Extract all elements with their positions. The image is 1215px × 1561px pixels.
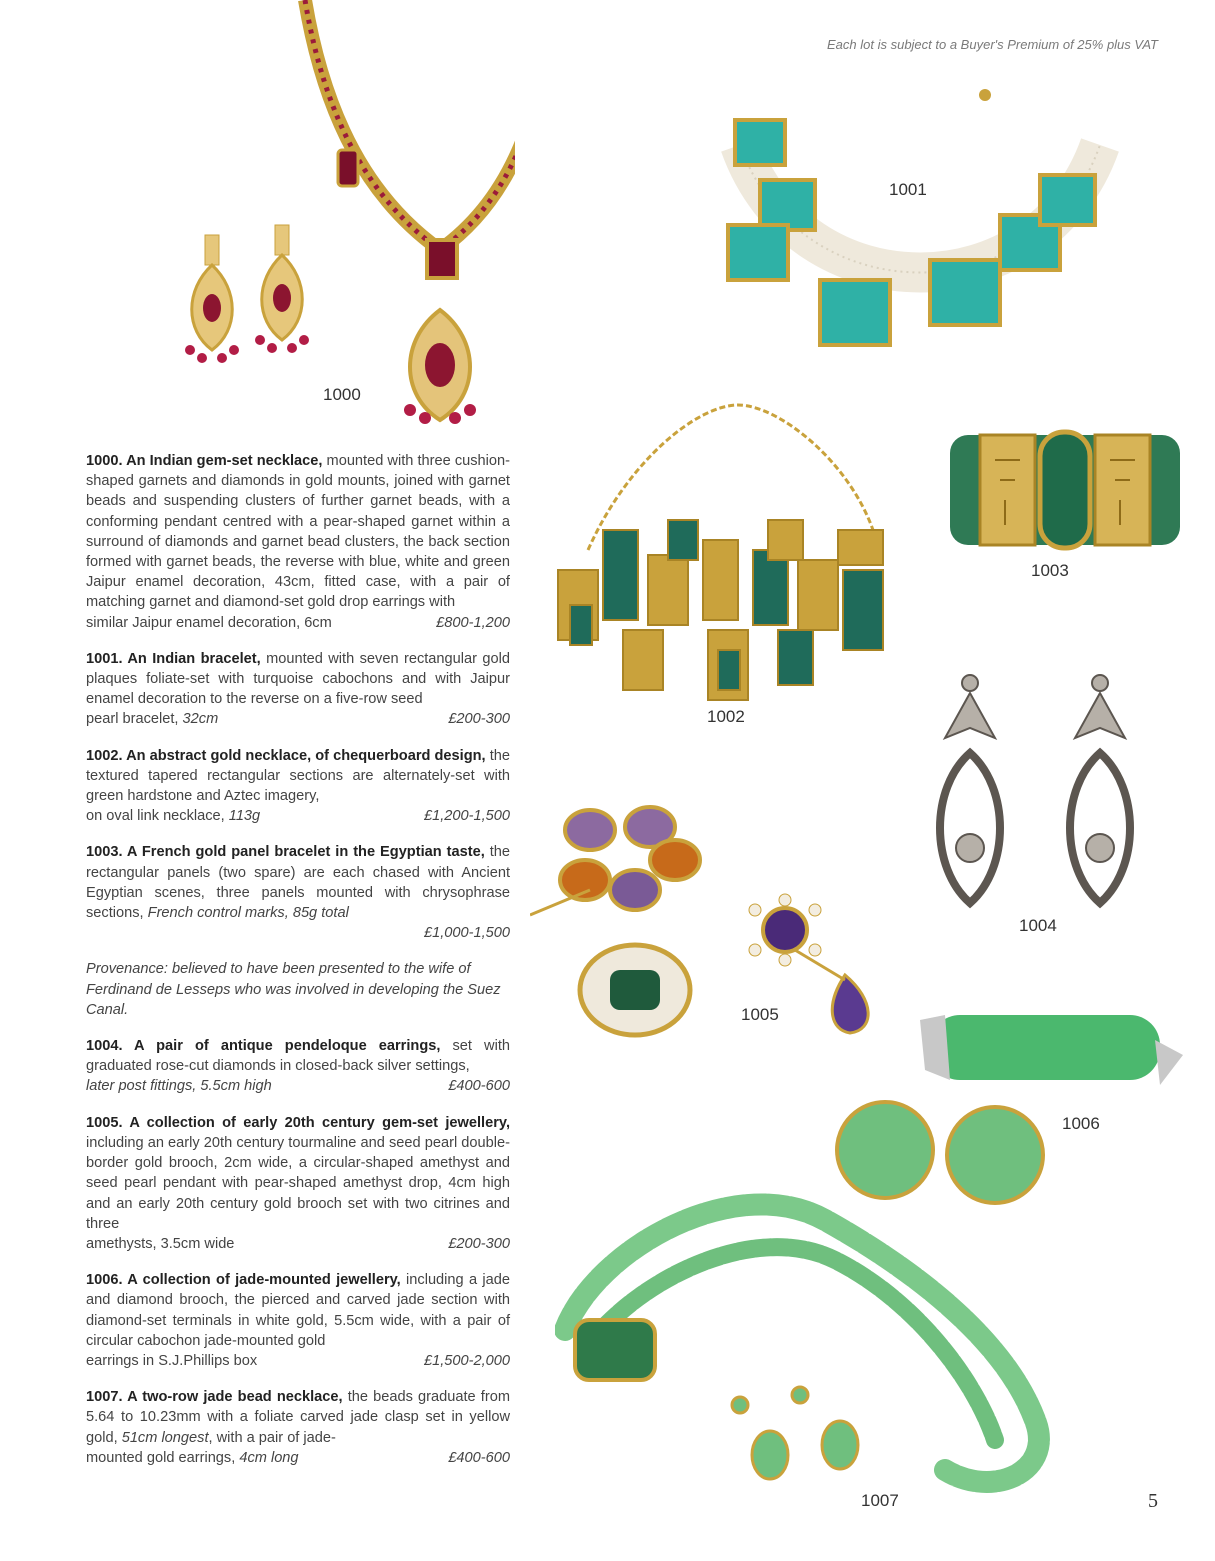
lot-1006-description [86,1270,510,1371]
page-number: 5 [1148,1490,1158,1512]
lot-1002-weight: 113g [228,808,261,825]
lot-1002-title: 1002. An abstract gold necklace, of chequerboard design, [86,747,486,764]
photo-lot-1002-necklace [528,400,908,705]
lot-label-1003: 1003 [1031,561,1069,580]
lot-1002-last-line: on oval link necklace, [86,808,229,825]
buyers-premium-note: Each lot is subject to a Buyer's Premium of 25% plus VAT [827,37,1158,52]
lot-1001-last-line: pearl bracelet, [86,711,183,728]
lot-1001-description [86,649,510,730]
lot-label-1005: 1005 [741,1005,779,1024]
lot-1005-description [86,1113,510,1254]
lot-1002-price-row [86,806,510,826]
photo-lot-1000-necklace-earrings [155,0,515,425]
lot-1000-estimate: £800-1,200 [436,614,510,631]
lot-1006-body: including a jade and diamond brooch, the pierced and carved jade section with diamond-set terminals in white gold, 5.5cm wide, with a pair of circular cabochon jade-mounted gold [86,1272,510,1349]
photo-lot-1003-bracelet [945,420,1185,560]
photo-lot-1001-bracelet [720,85,1120,365]
lot-1000-last-line: similar Jaipur enamel decoration, 6cm [86,614,332,631]
lot-1007-description [86,1387,510,1468]
photo-lot-1007-jade-necklace [555,1180,1065,1500]
lot-1007-title: 1007. A two-row jade bead necklace, [86,1389,343,1406]
lot-1004-price-row [86,1076,510,1096]
lot-1007-body-after: , with a pair of jade- [208,1429,336,1446]
lot-1005-body: including an early 20th century tourmaline and seed pearl double-border gold brooch, 2cm wide, a circular-shaped amethyst and seed pearl pendant with pear-shaped amethyst drop, 4cm high and an early 20th century gold brooch set with two citrines and three [86,1134,510,1232]
lot-1007-price-row [86,1448,510,1468]
lot-1003-provenance: Provenance: believed to have been presented to the wife of Ferdinand de Lesseps who was involved in developing the Suez Canal. [86,961,501,1018]
lot-1007-last-line: mounted gold earrings, [86,1449,240,1466]
lot-1005-last-line: amethysts, 3.5cm wide [86,1235,235,1252]
lot-1000-body: mounted with three cushion-shaped garnets and diamonds in gold mounts, joined with garnet beads and suspending clusters of further garnet beads, with a conforming pendant centred with a pear-shaped garnet within a surround of diamonds and garnet bead clusters, the back section formed with garnet beads, the reverse with blue, white and green Jaipur enamel decoration, 43cm, fitted case, with a pair of matching garnet and diamond-set gold drop earrings with [86,453,510,611]
lot-label-1004: 1004 [1019,916,1057,935]
lot-1007-estimate: £400-600 [448,1449,510,1466]
lot-1006-last-line: earrings in S.J.Phillips box [86,1352,258,1369]
lot-1003-marks: French control marks, 85g total [147,905,349,922]
lot-label-1007: 1007 [861,1491,899,1510]
lot-1007-length: 51cm longest [121,1429,209,1446]
photo-lot-1004-earrings [925,668,1145,918]
lot-1003-description [86,842,510,943]
lot-1006-price-row [86,1351,510,1371]
lot-1004-last-line: later post fittings, 5.5cm high [86,1078,272,1095]
lot-1003-estimate: £1,000-1,500 [423,925,510,942]
lot-1004-body: set with graduated rose-cut diamonds in closed-back silver settings, [86,1038,510,1075]
lot-label-1002: 1002 [707,707,745,726]
lot-1005-price-row [86,1234,510,1254]
lot-1004-estimate: £400-600 [448,1078,510,1095]
lot-1002-body: the textured tapered rectangular sections are alternately-set with green hardstone and Aztec imagery, [86,747,510,805]
photo-lot-1006-jade-jewellery [835,1000,1185,1205]
lot-1000-title: 1000. An Indian gem-set necklace, [86,453,323,469]
lot-1005-title: 1005. A collection of early 20th century gem-set jewellery, [86,1114,510,1131]
lot-1000-price-row [86,613,510,633]
lot-label-1001: 1001 [889,180,927,199]
lot-label-1006: 1006 [1062,1114,1100,1133]
lot-1001-estimate: £200-300 [448,711,510,728]
lot-1005-estimate: £200-300 [448,1235,510,1252]
lot-1001-title: 1001. An Indian bracelet, [86,650,261,667]
lot-1003-title: 1003. A French gold panel bracelet in the Egyptian taste, [86,844,485,861]
lot-1006-estimate: £1,500-2,000 [423,1352,510,1369]
lot-1006-title: 1006. A collection of jade-mounted jewellery, [86,1272,401,1289]
lot-descriptions [86,451,510,1484]
lot-1001-body: mounted with seven rectangular gold plaques foliate-set with turquoise cabochons and with Jaipur enamel decoration to the reverse on a five-row seed [86,650,510,708]
lot-1001-length: 32cm [182,711,219,728]
lot-1003-price-row [86,923,510,943]
lot-label-1000: 1000 [323,385,361,404]
lot-1003-body: the rectangular panels (two spare) are each chased with Ancient Egyptian scenes, three panels mounted with chrysophrase sections, [86,844,510,922]
lot-1000-description [86,451,510,633]
lot-1004-title: 1004. A pair of antique pendeloque earrings, [86,1038,441,1055]
lot-1002-description [86,746,510,827]
lot-1007-earring-length: 4cm long [239,1449,299,1466]
lot-1007-body: the beads graduate from 5.64 to 10.23mm with a foliate carved jade clasp set in yellow gold, [86,1389,510,1446]
lot-1004-description [86,1036,510,1097]
photo-lot-1005-brooches-pendant [530,795,885,1040]
lot-1002-estimate: £1,200-1,500 [423,808,510,825]
lot-1001-price-row [86,709,510,729]
